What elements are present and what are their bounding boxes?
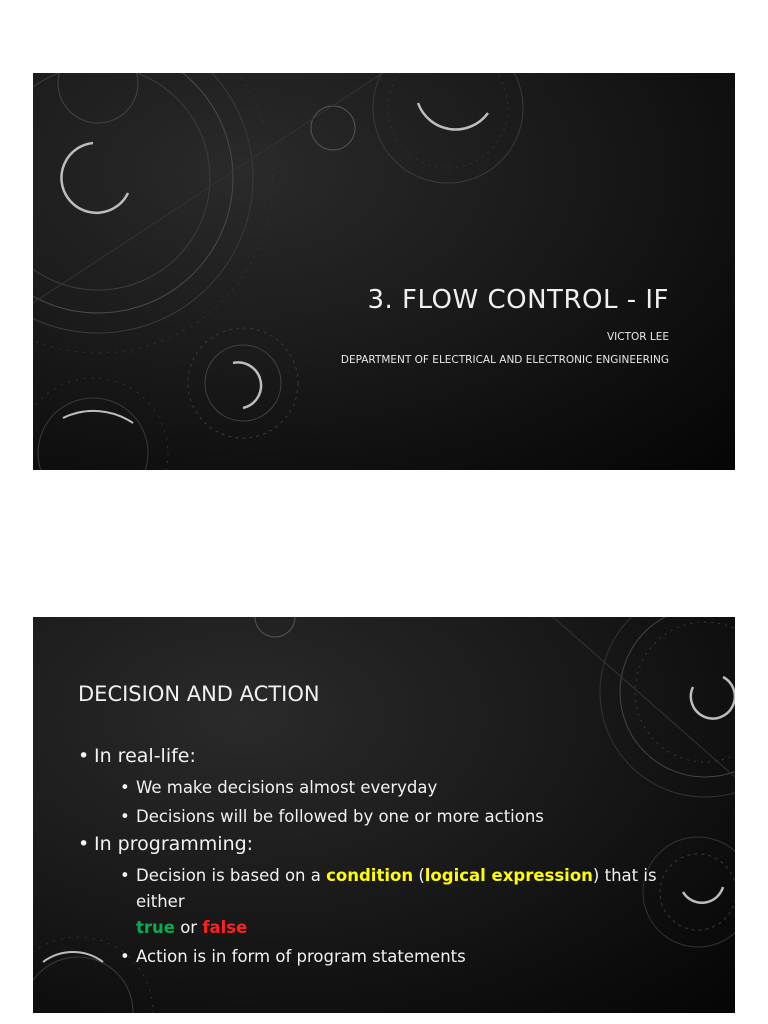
text-fragment: Decision is based on a xyxy=(136,866,327,885)
text-fragment: ) that is either xyxy=(136,866,657,911)
gear-background-decoration xyxy=(33,73,735,470)
text-fragment: or xyxy=(174,918,203,937)
keyword-false: false xyxy=(202,918,248,937)
slide-title: 3. FLOW CONTROL - IF xyxy=(367,285,669,315)
bullet-list xyxy=(78,745,678,973)
bullet-programming: • In programming: xyxy=(78,833,678,855)
keyword-logical-expression: logical expression xyxy=(424,866,593,885)
sub-bullet: • We make decisions almost everyday xyxy=(120,775,678,801)
keyword-condition: condition xyxy=(326,866,414,885)
author-name: VICTOR LEE xyxy=(606,331,669,343)
department-name: DEPARTMENT OF ELECTRICAL AND ELECTRONIC ENGINEERING xyxy=(340,354,669,366)
bullet-real-life: • In real-life: xyxy=(78,745,678,767)
sub-bullet: • Action is in form of program statements xyxy=(120,944,678,970)
sub-bullet-decision xyxy=(120,863,678,941)
title-slide xyxy=(33,73,735,470)
text-fragment: ( xyxy=(413,866,425,885)
slide-title: DECISION AND ACTION xyxy=(78,682,320,706)
sub-bullet: • Decisions will be followed by one or more actions xyxy=(120,804,678,830)
keyword-true: true xyxy=(136,918,175,937)
content-slide xyxy=(33,617,735,1013)
